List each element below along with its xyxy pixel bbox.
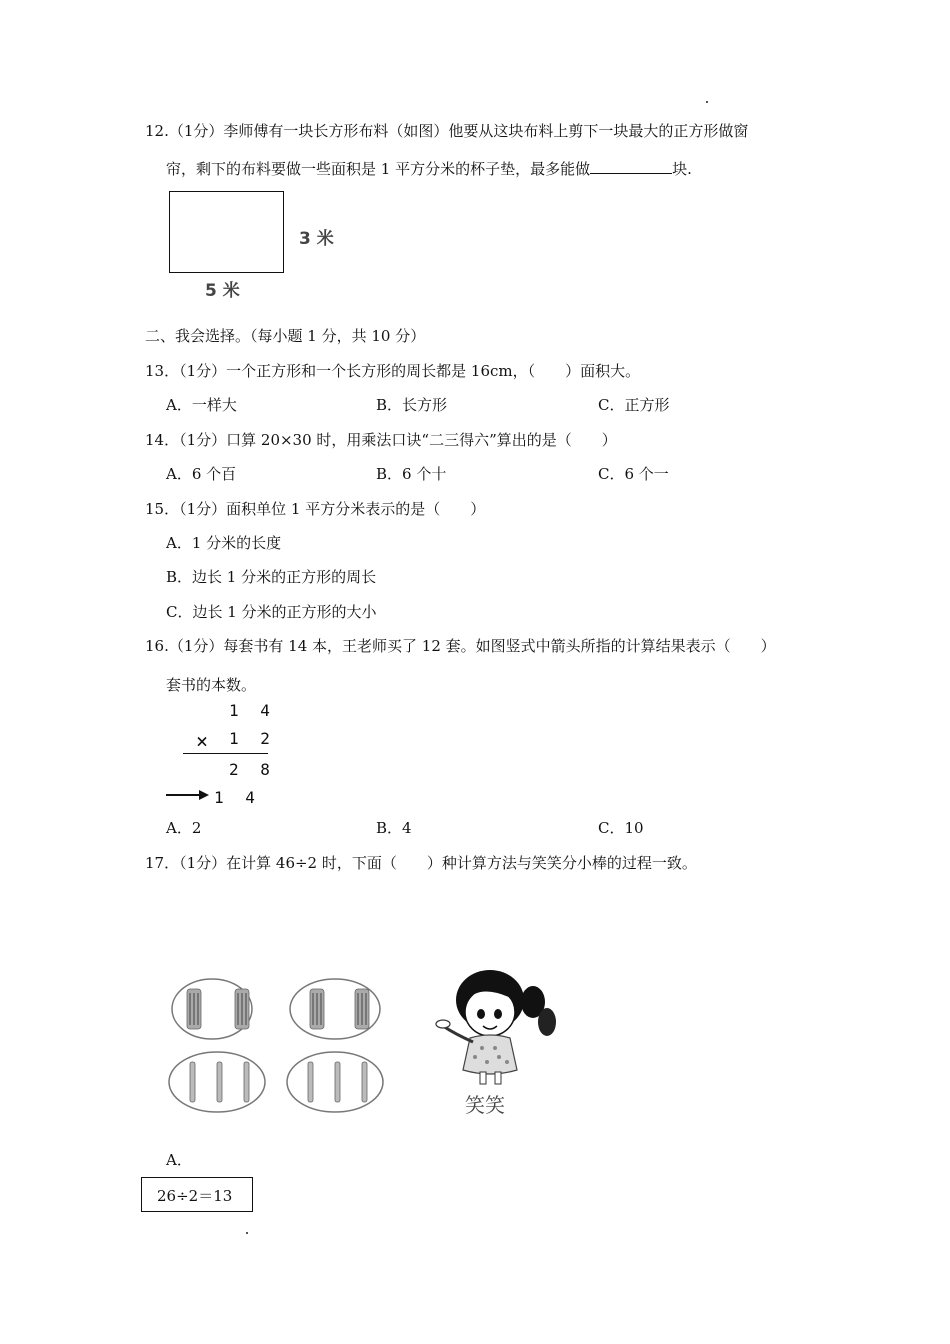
q16-line1: 16.（1分）每套书有 14 本，王老师买了 12 套。如图竖式中箭头所指的计算结果表示（ ） xyxy=(145,637,776,655)
q14-option-c: C．6 个一 xyxy=(598,465,669,483)
fabric-side-label: 3 米 xyxy=(299,229,334,249)
calc-line xyxy=(183,753,268,754)
fabric-bottom-label: 5 米 xyxy=(205,281,240,301)
page-speck xyxy=(706,101,708,103)
bundle-group-2 xyxy=(290,979,380,1039)
calc-row-multiplicand: 1 4 xyxy=(229,701,276,720)
q12-line1: 12.（1分）李师傅有一块长方形布料（如图）他要从这块布料上剪下一块最大的正方形做窗 xyxy=(145,122,749,140)
calc-times-sign: × xyxy=(196,729,209,753)
q13-stem: 13．（1分）一个正方形和一个长方形的周长都是 16cm，（ ）面积大。 xyxy=(145,362,641,380)
calc-row-multiplier: 1 2 xyxy=(229,729,276,748)
q16-option-b: B．4 xyxy=(376,819,412,837)
q14-option-b: B．6 个十 xyxy=(376,465,447,483)
q15-stem: 15．（1分）面积单位 1 平方分米表示的是（ ） xyxy=(145,500,486,518)
q16-option-c: C．10 xyxy=(598,819,644,837)
q13-option-c: C．正方形 xyxy=(598,396,670,414)
arrow-icon xyxy=(165,787,210,803)
answer-blank xyxy=(590,159,672,174)
q13-option-b: B．长方形 xyxy=(376,396,448,414)
calc-row-partial1: 2 8 xyxy=(229,760,276,779)
sticks-illustration xyxy=(165,975,395,1115)
q15-option-a: A．1 分米的长度 xyxy=(166,534,282,552)
q12-line2-text: 帘，剩下的布料要做一些面积是 1 平方分米的杯子垫，最多能做 xyxy=(166,160,591,178)
q17-option-a-label: A． xyxy=(166,1151,192,1169)
q16-line2: 套书的本数。 xyxy=(166,676,257,694)
q17-option-a-box xyxy=(141,1177,253,1212)
character-name: 笑笑 xyxy=(465,1093,505,1117)
page-speck xyxy=(246,1232,248,1234)
q13-option-a: A．一样大 xyxy=(166,396,237,414)
q15-option-c: C．边长 1 分米的正方形的大小 xyxy=(166,603,377,621)
q14-option-a: A．6 个百 xyxy=(166,465,237,483)
section-title: 二、我会选择。（每小题 1 分，共 10 分） xyxy=(145,327,426,345)
single-sticks-group-1 xyxy=(169,1052,265,1112)
q15-option-b: B．边长 1 分米的正方形的周长 xyxy=(166,568,377,586)
q12-line2 xyxy=(166,158,692,179)
bundle-group-1 xyxy=(172,979,252,1039)
q16-option-a: A．2 xyxy=(166,819,202,837)
fabric-rectangle xyxy=(169,191,284,273)
q17-option-a-text: 26÷2＝13 xyxy=(157,1187,233,1205)
girl-character-icon xyxy=(435,962,565,1092)
q17-stem: 17．（1分）在计算 46÷2 时，下面（ ）种计算方法与笑笑分小棒的过程一致。 xyxy=(145,854,697,872)
single-sticks-group-2 xyxy=(287,1052,383,1112)
q14-stem: 14．（1分）口算 20×30 时，用乘法口诀“二三得六”算出的是（ ） xyxy=(145,431,617,449)
calc-row-partial2: 1 4 xyxy=(214,788,261,807)
q12-line2-end: 块. xyxy=(672,160,692,178)
